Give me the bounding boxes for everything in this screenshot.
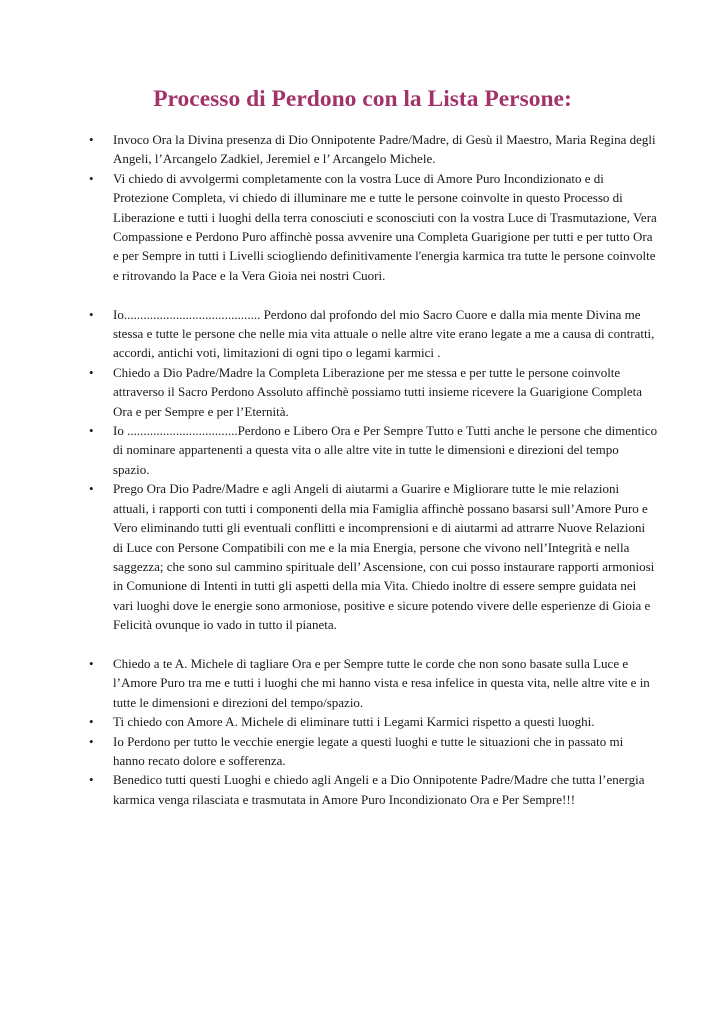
list-item: • Io Perdono per tutto le vecchie energie legate a questi luoghi e tutte le situazioni che in passato mi hanno recato dolore e sofferenza. <box>113 732 658 771</box>
page-title: Processo di Perdono con la Lista Persone: <box>153 86 572 112</box>
list-item: • Chiedo a te A. Michele di tagliare Ora e per Sempre tutte le corde che non sono basate sulla Luce e l’Amore Puro tra me e tutti i luoghi che mi hanno vista e resa infelice in questa vita, nelle altre vite e in tutte le dimensioni e direzioni del tempo/spazio. <box>113 654 658 712</box>
list-item: • Vi chiedo di avvolgermi completamente con la vostra Luce di Amore Puro Incondizionato e di Protezione Completa, vi chiedo di illuminare me e tutte le persone coinvolte in questo Processo di Liberazione e tutti i luoghi della terra conosciuti e sconosciuti con la vostra Luce di Trasmutazione, Vera Compassione e Perdono Puro affinchè possa avvenire una Completa Guarigione per tutti e per tutto Ora e per Sempre in tutti i Livelli sciogliendo definitivamente l'energia karmica tra tutte le persone coinvolte e ritrovando la Pace e la Vera Gioia nei nostri Cuori. <box>113 169 658 285</box>
prayer-list <box>113 130 658 809</box>
list-item: • Invoco Ora la Divina presenza di Dio Onnipotente Padre/Madre, di Gesù il Maestro, Maria Regina degli Angeli, l’Arcangelo Zadkiel, Jeremiel e l’ Arcangelo Michele. <box>113 130 658 169</box>
list-item: • Io ..................................Perdono e Libero Ora e Per Sempre Tutto e Tutti anche le persone che dimentico di nominare appartenenti a questa vita o alle altre vite in tutte le dimensioni e direzioni del tempo spazio. <box>113 421 658 479</box>
list-item: • Prego Ora Dio Padre/Madre e agli Angeli di aiutarmi a Guarire e Migliorare tutte le mie relazioni attuali, i rapporti con tutti i componenti della mia Famiglia affinchè possano basarsi sull’Amore Puro e Vero eliminando tutti gli eventuali conflitti e incomprensioni e di aiutarmi ad attrarre Nuove Relazioni di Luce con Persone Compatibili con me e la mia Energia, persone che vivono nell’Integrità e nella saggezza; che sono sul cammino spirituale dell’ Ascensione, con cui posso instaurare rapporti armoniosi in Comunione di Intenti in tutti gli aspetti della mia Vita. Chiedo inoltre di essere sempre guidata nei vari luoghi dove le energie sono armoniose, positive e sicure potendo vivere delle esperienze di Gioia e Felicità ovunque io vado in tutto il pianeta. <box>113 479 658 634</box>
list-item: • Chiedo a Dio Padre/Madre la Completa Liberazione per me stessa e per tutte le persone coinvolte attraverso il Sacro Perdono Assoluto affinchè possiamo tutti insieme ricevere la Guarigione Completa Ora e per Sempre e per l’Eternità. <box>113 363 658 421</box>
list-item: • Benedico tutti questi Luoghi e chiedo agli Angeli e a Dio Onnipotente Padre/Madre che tutta l’energia karmica venga rilasciata e trasmutata in Amore Puro Incondizionato Ora e Per Sempre!!! <box>113 770 658 809</box>
list-item: • Io.......................................... Perdono dal profondo del mio Sacro Cuore e dalla mia mente Divina me stessa e tutte le persone che nelle mia vita attuale o nelle altre vite erano legate a me a causa di contratti, accordi, antichi voti, limitazioni di ogni tipo o legami karmici . <box>113 305 658 363</box>
list-item: • Ti chiedo con Amore A. Michele di eliminare tutti i Legami Karmici rispetto a questi luoghi. <box>113 712 658 731</box>
